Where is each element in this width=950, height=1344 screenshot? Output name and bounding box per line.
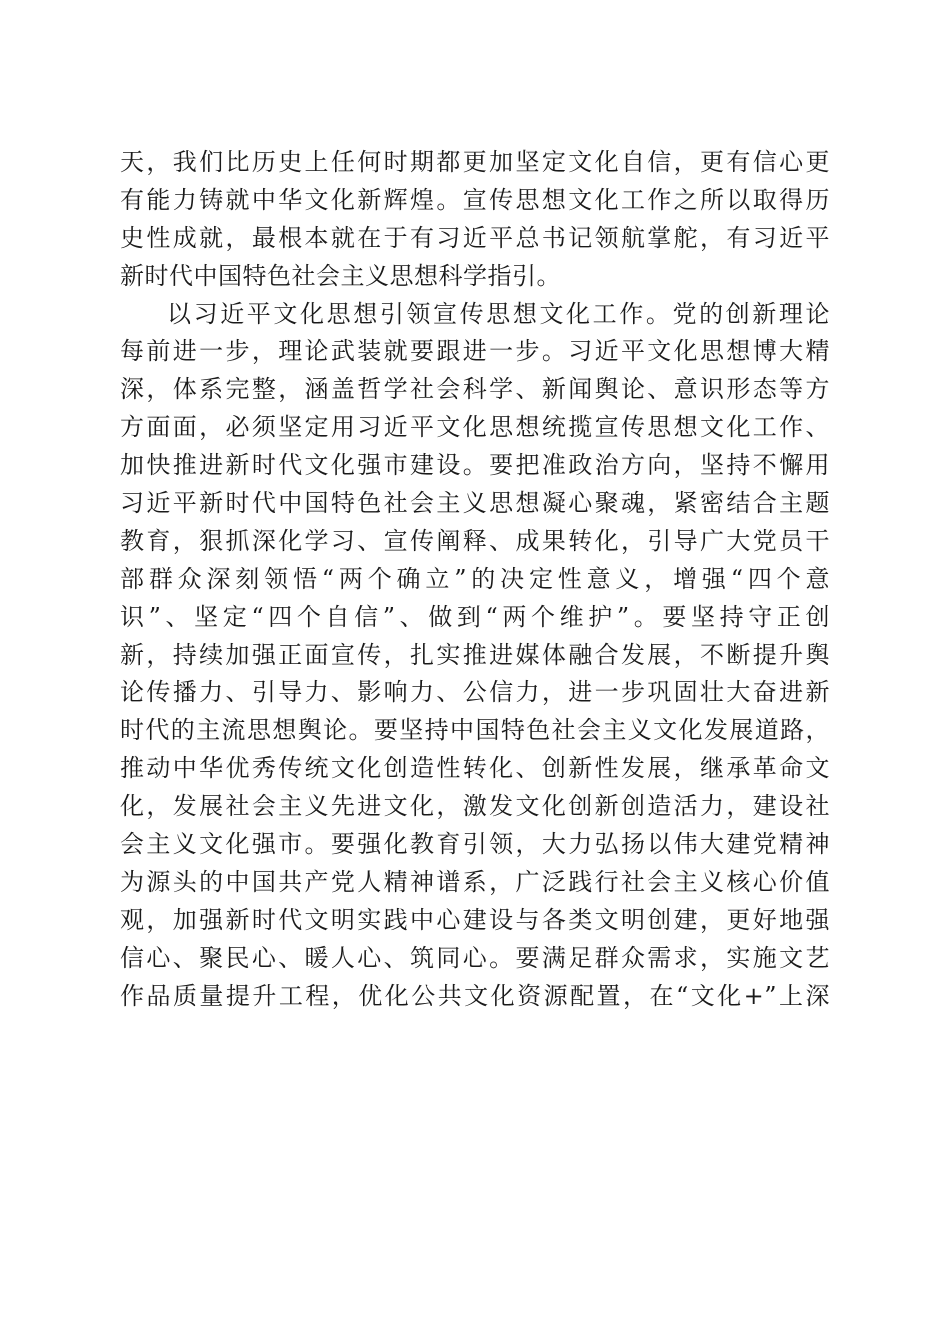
text-line: 识”、坚定“四个自信”、做到“两个维护”。要坚持守正创 [120, 602, 830, 631]
text-line: 作品质量提升工程，优化公共文化资源配置，在“文化+”上深 [120, 981, 830, 1010]
text-line: 天，我们比历史上任何时期都更加坚定文化自信，更有信心更 [120, 148, 830, 176]
text-line: 每前进一步，理论武装就要跟进一步。习近平文化思想博大精 [120, 337, 830, 366]
text-line: 方面面，必须坚定用习近平文化思想统揽宣传思想文化工作、 [120, 413, 830, 442]
text-line: 新，持续加强正面宣传，扎实推进媒体融合发展，不断提升舆 [120, 640, 830, 669]
text-line: 习近平新时代中国特色社会主义思想凝心聚魂，紧密结合主题 [120, 489, 830, 518]
text-line: 教育，狠抓深化学习、宣传阐释、成果转化，引导广大党员干 [120, 526, 830, 555]
text-line: 会主义文化强市。要强化教育引领，大力弘扬以伟大建党精神 [120, 830, 830, 859]
text-line: 有能力铸就中华文化新辉煌。宣传思想文化工作之所以取得历 [120, 185, 830, 214]
text-line: 论传播力、引导力、影响力、公信力，进一步巩固壮大奋进新 [120, 678, 830, 707]
text-line: 以习近平文化思想引领宣传思想文化工作。党的创新理论 [167, 299, 830, 328]
text-line: 加快推进新时代文化强市建设。要把准政治方向，坚持不懈用 [120, 451, 830, 480]
text-line: 推动中华优秀传统文化创造性转化、创新性发展，继承革命文 [120, 754, 830, 783]
text-line: 深，体系完整，涵盖哲学社会科学、新闻舆论、意识形态等方 [120, 375, 830, 404]
text-line: 信心、聚民心、暖人心、筑同心。要满足群众需求，实施文艺 [120, 943, 830, 972]
text-line: 时代的主流思想舆论。要坚持中国特色社会主义文化发展道路， [120, 716, 830, 745]
text-line: 为源头的中国共产党人精神谱系，广泛践行社会主义核心价值 [120, 867, 830, 896]
text-line: 史性成就，最根本就在于有习近平总书记领航掌舵，有习近平 [120, 223, 830, 252]
text-line: 部群众深刻领悟“两个确立”的决定性意义，增强“四个意 [120, 564, 830, 593]
text-line: 观，加强新时代文明实践中心建设与各类文明创建，更好地强 [120, 905, 830, 934]
body-text [120, 144, 830, 1015]
text-line: 化，发展社会主义先进文化，激发文化创新创造活力，建设社 [120, 792, 830, 821]
text-line: 新时代中国特色社会主义思想科学指引。 [120, 261, 561, 290]
